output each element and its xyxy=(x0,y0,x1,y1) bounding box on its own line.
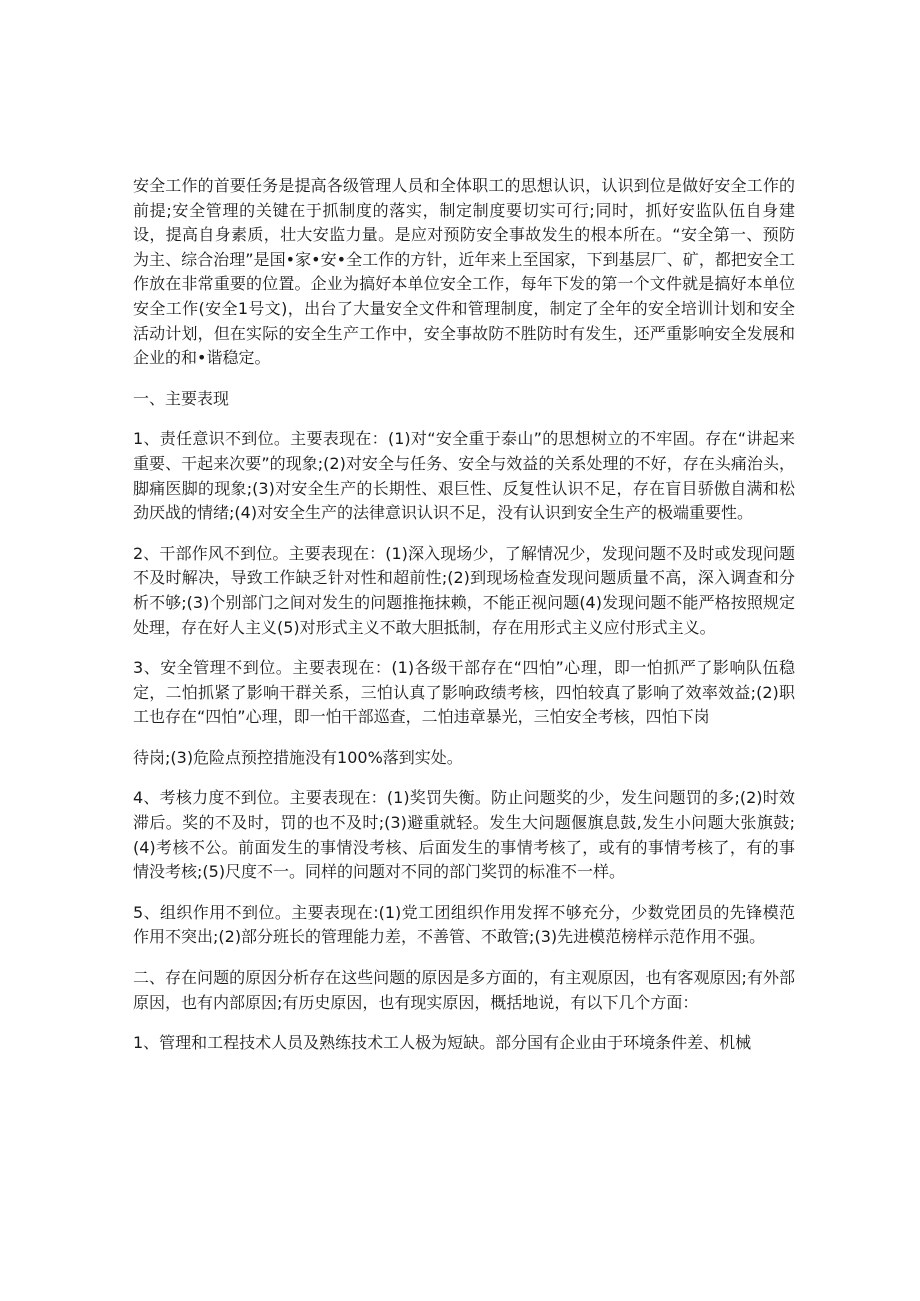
paragraph-intro: 安全工作的首要任务是提高各级管理人员和全体职工的思想认识，认识到位是做好安全工作的前提;安全管理的关键在于抓制度的落实，制定制度要切实可行;同时，抓好安监队伍自身建设，提高自身素质，壮大安监力量。是应对预防安全事故发生的根本所在。“安全第一、预防为主、综合治理”是国•家•安•全工作的方针，近年来上至国家，下到基层厂、矿，都把安全工作放在非常重要的位置。企业为搞好本单位安全工作，每年下发的第一个文件就是搞好本单位安全工作(安全1号文)，出台了大量安全文件和管理制度，制定了全年的安全培训计划和安全活动计划，但在实际的安全生产工作中，安全事故防不胜防时有发生，还严重影响安全发展和企业的和•谐稳定。 xyxy=(133,176,795,368)
paragraph-assessment: 4、考核力度不到位。主要表现在：(1)奖罚失衡。防止问题奖的少，发生问题罚的多;(2)时效滞后。奖的不及时，罚的也不及时;(3)避重就轻。发生大问题偃旗息鼓,发生小问题大张旗鼓;(4)考核不公。前面发生的事情没考核、后面发生的事情考核了，或有的事情考核了，有的事情没考核;(5)尺度不一。同样的问题对不同的部门奖罚的标准不一样。 xyxy=(133,788,795,882)
section-heading-cause-analysis: 二、存在问题的原因分析存在这些问题的原因是多方面的，有主观原因，也有客观原因;有外部原因，也有内部原因;有历史原因，也有现实原因，概括地说，有以下几个方面： xyxy=(133,968,795,1012)
paragraph-safety-management-cont: 待岗;(3)危险点预控措施没有100%落到实处。 xyxy=(133,747,463,767)
paragraph-personnel-shortage: 1、管理和工程技术人员及熟练技术工人极为短缺。部分国有企业由于环境条件差、机械 xyxy=(133,1033,752,1053)
paragraph-organization: 5、组织作用不到位。主要表现在:(1)党工团组织作用发挥不够充分，少数党团员的先锋模范作用不突出;(2)部分班长的管理能力差，不善管、不敢管;(3)先进模范榜样示范作用不强。 xyxy=(133,902,795,947)
paragraph-responsibility: 1、责任意识不到位。主要表现在：(1)对“安全重于泰山”的思想树立的不牢固。存在“讲起来重要、干起来次要”的现象;(2)对安全与任务、安全与效益的关系处理的不好，存在头痛治头，脚痛医脚的现象;(3)对安全生产的长期性、艰巨性、反复性认识不足，存在盲目骄傲自满和松劲厌战的情绪;(4)对安全生产的法律意识认识不足，没有认识到安全生产的极端重要性。 xyxy=(133,429,795,523)
paragraph-safety-management: 3、安全管理不到位。主要表现在：(1)各级干部存在“四怕”心理，即一怕抓严了影响队伍稳定，二怕抓紧了影响干群关系，三怕认真了影响政绩考核，四怕较真了影响了效率效益;(2)职工也存在“四怕”心理，即一怕干部巡查，二怕违章暴光，三怕安全考核，四怕下岗 xyxy=(133,658,795,727)
paragraph-cadre-style: 2、干部作风不到位。主要表现在：(1)深入现场少，了解情况少，发现问题不及时或发现问题不及时解决，导致工作缺乏针对性和超前性;(2)到现场检查发现问题质量不高，深入调查和分析不够;(3)个别部门之间对发生的问题推拖抹赖，不能正视问题(4)发现问题不能严格按照规定处理，存在好人主义(5)对形式主义不敢大胆抵制，存在用形式主义应付形式主义。 xyxy=(133,543,795,637)
document-body xyxy=(133,174,795,1072)
section-heading-main-performance: 一、主要表现 xyxy=(133,388,230,408)
